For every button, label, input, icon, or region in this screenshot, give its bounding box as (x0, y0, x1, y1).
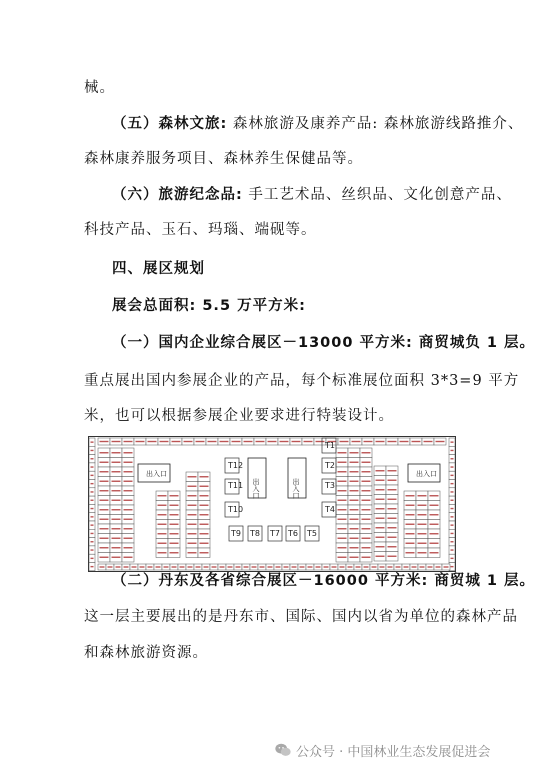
booth-number-mark (252, 566, 257, 567)
booth-number-mark (451, 524, 454, 525)
booth-number-mark (451, 533, 454, 534)
booth-number-mark (188, 566, 193, 567)
paragraph-line: 械。 (84, 80, 115, 96)
booth-number-mark (91, 541, 94, 542)
booth-number-mark (220, 566, 225, 567)
booth-number-mark (451, 475, 454, 476)
booth-number-mark (112, 500, 121, 501)
booth-number-mark (430, 514, 439, 515)
booth-number-mark (424, 441, 433, 442)
booth-number-mark (338, 471, 347, 472)
booth-number-mark (100, 462, 109, 463)
booth-number-mark (300, 566, 305, 567)
watermark-text: 公众号 · 中国林业生态发展促进会 (296, 744, 491, 760)
booth-number-mark (100, 471, 109, 472)
booth-number-mark (451, 500, 454, 501)
booth-number-mark (112, 547, 121, 548)
booth-number-mark (350, 557, 359, 558)
exhibition-floor-plan (88, 436, 456, 572)
booth-number-mark (352, 441, 361, 442)
booth-number-mark (112, 528, 121, 529)
booth-number-mark (372, 566, 377, 567)
booth-number-mark (200, 514, 209, 515)
booth-number-mark (268, 441, 277, 442)
booth-number-mark (451, 491, 454, 492)
booth-number-mark (124, 441, 133, 442)
booth-number-mark (350, 462, 359, 463)
booth-number-mark (362, 538, 371, 539)
booth-number-mark (406, 543, 415, 544)
booth-number-mark (362, 557, 371, 558)
booth-number-mark (91, 533, 94, 534)
booth-number-mark (200, 495, 209, 496)
booth-number-mark (140, 566, 145, 567)
booth-number-mark (158, 514, 167, 515)
booth-number-mark (112, 538, 121, 539)
paragraph-line: 和森林旅游资源。 (84, 645, 208, 661)
booth-number-mark (451, 566, 454, 567)
booth-number-mark (91, 524, 94, 525)
booth-number-mark (380, 566, 385, 567)
booth-number-mark (388, 518, 397, 519)
booth-number-mark (338, 557, 347, 558)
paragraph-text: 森林旅游及康养产品: 森林旅游线路推介、 (227, 116, 524, 132)
booth-number-mark (112, 452, 121, 453)
booth-label: T11 (228, 481, 244, 490)
booth-number-mark (188, 552, 197, 553)
booth-number-mark (100, 452, 109, 453)
booth-number-mark (148, 566, 153, 567)
booth-number-mark (188, 524, 197, 525)
booth-number-mark (100, 528, 109, 529)
booth-number-mark (436, 441, 445, 442)
booth-number-mark (170, 543, 179, 544)
booth-number-mark (388, 537, 397, 538)
paragraph-line: 森林康养服务项目、森林养生保健品等。 (84, 151, 363, 167)
booth-label: T8 (250, 529, 260, 538)
booth-number-mark (91, 458, 94, 459)
booth-number-mark (100, 519, 109, 520)
booth-number-mark (124, 557, 133, 558)
booth-number-mark (212, 566, 217, 567)
booth-number-mark (158, 495, 167, 496)
booth-number-mark (376, 489, 385, 490)
booth-number-mark (188, 505, 197, 506)
booth-number-mark (406, 514, 415, 515)
paragraph-line: 重点展出国内参展企业的产品，每个标准展位面积 3*3=9 平方 (84, 373, 520, 389)
booth-number-mark (350, 538, 359, 539)
booth-number-mark (124, 538, 133, 539)
booth-number-mark (350, 471, 359, 472)
booth-number-mark (124, 481, 133, 482)
booth-number-mark (376, 527, 385, 528)
booth-number-mark (362, 462, 371, 463)
booth-number-mark (188, 486, 197, 487)
booth-number-mark (406, 533, 415, 534)
booth-number-mark (418, 524, 427, 525)
booth-number-mark (388, 470, 397, 471)
booth-number-mark (268, 566, 273, 567)
paragraph-line: 米，也可以根据参展企业要求进行特装设计。 (84, 408, 394, 424)
booth-number-mark (406, 495, 415, 496)
booth-number-mark (158, 524, 167, 525)
booth-number-mark (188, 543, 197, 544)
booth-number-mark (112, 519, 121, 520)
booth-label: T5 (307, 529, 317, 538)
booth-number-mark (170, 533, 179, 534)
booth-number-mark (348, 566, 353, 567)
booth-number-mark (100, 500, 109, 501)
booth-number-mark (124, 509, 133, 510)
booth-number-mark (451, 466, 454, 467)
booth-label: T9 (231, 529, 241, 538)
booth-number-mark (376, 537, 385, 538)
booth-number-mark (364, 441, 373, 442)
booth-number-mark (362, 500, 371, 501)
booth-number-mark (200, 486, 209, 487)
booth-number-mark (208, 441, 217, 442)
booth-number-mark (100, 509, 109, 510)
booth-number-mark (136, 441, 145, 442)
booth-number-mark (338, 509, 347, 510)
booth-number-mark (430, 495, 439, 496)
booth-number-mark (406, 505, 415, 506)
booth-number-mark (376, 556, 385, 557)
booth-number-mark (388, 508, 397, 509)
booth-number-mark (91, 549, 94, 550)
booth-number-mark (124, 462, 133, 463)
booth-number-mark (91, 516, 94, 517)
entrance-label: 出入口 (292, 478, 300, 499)
booth-number-mark (91, 441, 94, 442)
booth-number-mark (412, 441, 421, 442)
paragraph-forest-tourism (112, 114, 523, 134)
booth-number-mark (124, 566, 129, 567)
booth-number-mark (451, 516, 454, 517)
booth-number-mark (184, 441, 193, 442)
booth-number-mark (124, 528, 133, 529)
booth-number-mark (356, 566, 361, 567)
booth-number-mark (170, 524, 179, 525)
booth-number-mark (376, 518, 385, 519)
booth-number-mark (430, 543, 439, 544)
booth-number-mark (112, 509, 121, 510)
booth-number-mark (350, 528, 359, 529)
booth-number-mark (220, 441, 229, 442)
booth-number-mark (412, 566, 417, 567)
booth-label: T12 (228, 461, 244, 470)
booth-number-mark (156, 566, 161, 567)
booth-number-mark (388, 489, 397, 490)
booth-number-mark (388, 566, 393, 567)
booth-number-mark (100, 490, 109, 491)
booth-number-mark (124, 500, 133, 501)
booth-number-mark (164, 566, 169, 567)
booth-number-mark (430, 524, 439, 525)
booth-number-mark (244, 441, 253, 442)
booth-number-mark (350, 509, 359, 510)
booth-number-mark (116, 566, 121, 567)
booth-number-mark (418, 533, 427, 534)
booth-number-mark (396, 566, 401, 567)
booth-number-mark (338, 547, 347, 548)
booth-number-mark (316, 441, 325, 442)
booth-number-mark (362, 490, 371, 491)
booth-number-mark (404, 566, 409, 567)
booth-number-mark (91, 558, 94, 559)
booth-number-mark (112, 462, 121, 463)
booth-number-mark (112, 481, 121, 482)
booth-number-mark (200, 524, 209, 525)
booth-number-mark (158, 505, 167, 506)
booth-number-mark (418, 514, 427, 515)
booth-label: T3 (325, 481, 335, 490)
booth-number-mark (376, 480, 385, 481)
booth-number-mark (451, 458, 454, 459)
booth-number-mark (362, 519, 371, 520)
booth-number-mark (430, 552, 439, 553)
booth-number-mark (362, 509, 371, 510)
booth-number-mark (280, 441, 289, 442)
booth-number-mark (124, 452, 133, 453)
booth-number-mark (158, 533, 167, 534)
booth-number-mark (418, 552, 427, 553)
booth-number-mark (308, 566, 313, 567)
booth-label: T7 (270, 529, 280, 538)
booth-number-mark (292, 566, 297, 567)
booth-number-mark (148, 441, 157, 442)
booth-number-mark (338, 462, 347, 463)
booth-number-mark (91, 466, 94, 467)
booth-number-mark (388, 441, 397, 442)
booth-number-mark (100, 557, 109, 558)
booth-number-mark (196, 441, 205, 442)
booth-number-mark (232, 441, 241, 442)
booth-number-mark (350, 452, 359, 453)
booth-number-mark (304, 441, 313, 442)
booth-number-mark (124, 519, 133, 520)
booth-number-mark (108, 566, 113, 567)
booth-number-mark (91, 566, 94, 567)
booth-number-mark (350, 481, 359, 482)
booth-number-mark (124, 471, 133, 472)
booth-number-mark (91, 483, 94, 484)
booth-number-mark (112, 471, 121, 472)
booth-number-mark (436, 566, 441, 567)
booth-number-mark (196, 566, 201, 567)
booth-number-mark (158, 552, 167, 553)
booth-number-mark (91, 491, 94, 492)
booth-number-mark (204, 566, 209, 567)
booth-number-mark (362, 528, 371, 529)
booth-number-mark (430, 533, 439, 534)
booth-number-mark (292, 441, 301, 442)
booth-number-mark (200, 533, 209, 534)
booth-number-mark (200, 505, 209, 506)
booth-number-mark (200, 476, 209, 477)
booth-number-mark (418, 543, 427, 544)
booth-number-mark (112, 490, 121, 491)
booth-number-mark (362, 547, 371, 548)
booth-number-mark (388, 527, 397, 528)
booth-number-mark (244, 566, 249, 567)
booth-number-mark (91, 500, 94, 501)
booth-number-mark (188, 476, 197, 477)
booth-number-mark (362, 471, 371, 472)
booth-number-mark (316, 566, 321, 567)
booth-number-mark (228, 566, 233, 567)
booth-number-mark (451, 483, 454, 484)
booth-number-mark (340, 566, 345, 567)
paragraph-souvenirs (112, 185, 512, 205)
booth-number-mark (160, 441, 169, 442)
booth-number-mark (284, 566, 289, 567)
booth-number-mark (338, 538, 347, 539)
booth-number-mark (350, 519, 359, 520)
booth-number-mark (100, 481, 109, 482)
booth-number-mark (170, 514, 179, 515)
zone2-heading: （二）丹东及各省综合展区－16000 平方米: 商贸城 1 层。 (112, 573, 536, 589)
booth-number-mark (350, 490, 359, 491)
entrance-label: 出入口 (146, 470, 167, 478)
booth-number-mark (170, 552, 179, 553)
booth-number-mark (100, 538, 109, 539)
booth-number-mark (420, 566, 425, 567)
booth-number-mark (350, 547, 359, 548)
paragraph-line: 科技产品、玉石、玛瑙、端砚等。 (84, 222, 317, 238)
booth-label: T4 (325, 505, 335, 514)
booth-number-mark (124, 490, 133, 491)
booth-number-mark (364, 566, 369, 567)
booth-number-mark (236, 566, 241, 567)
booth-number-mark (451, 508, 454, 509)
booth-number-mark (276, 566, 281, 567)
booth-number-mark (260, 566, 265, 567)
paragraph-text: 手工艺术品、丝织品、文化创意产品、 (242, 187, 512, 203)
booth-number-mark (188, 514, 197, 515)
booth-number-mark (406, 552, 415, 553)
booth-number-mark (406, 524, 415, 525)
booth-number-mark (340, 441, 349, 442)
booth-number-mark (388, 556, 397, 557)
heading-souvenirs: （六）旅游纪念品: (112, 187, 243, 203)
booth-number-mark (388, 480, 397, 481)
booth-number-mark (338, 528, 347, 529)
booth-number-mark (100, 566, 105, 567)
booth-number-mark (376, 508, 385, 509)
total-area: 展会总面积: 5.5 万平方米: (112, 298, 306, 314)
booth-number-mark (172, 441, 181, 442)
booth-number-mark (338, 500, 347, 501)
booth-number-mark (338, 490, 347, 491)
booth-label: T6 (288, 529, 298, 538)
watermark (274, 740, 490, 760)
booth-number-mark (188, 533, 197, 534)
booth-number-mark (200, 543, 209, 544)
zone1-heading: （一）国内企业综合展区－13000 平方米: 商贸城负 1 层。 (112, 335, 536, 351)
booth-label: T1 (325, 441, 335, 450)
booth-number-mark (132, 566, 137, 567)
booth-number-mark (158, 543, 167, 544)
booth-number-mark (376, 470, 385, 471)
booth-number-mark (451, 450, 454, 451)
booth-number-mark (170, 505, 179, 506)
booth-number-mark (418, 505, 427, 506)
section-heading: 四、展区规划 (112, 261, 205, 277)
booth-number-mark (444, 566, 449, 567)
booth-number-mark (338, 481, 347, 482)
booth-label: T10 (228, 505, 244, 514)
booth-number-mark (180, 566, 185, 567)
booth-number-mark (388, 546, 397, 547)
booth-number-mark (91, 450, 94, 451)
booth-number-mark (400, 441, 409, 442)
booth-number-mark (362, 452, 371, 453)
booth-number-mark (428, 566, 433, 567)
booth-number-mark (188, 495, 197, 496)
booth-number-mark (376, 499, 385, 500)
entrance-label: 出入口 (416, 470, 437, 478)
booth-number-mark (362, 481, 371, 482)
wechat-icon (274, 741, 292, 759)
booth-number-mark (350, 500, 359, 501)
booth-number-mark (112, 557, 121, 558)
booth-number-mark (338, 452, 347, 453)
booth-number-mark (376, 441, 385, 442)
booth-number-mark (376, 546, 385, 547)
booth-number-mark (112, 441, 121, 442)
booth-number-mark (451, 549, 454, 550)
booth-number-mark (256, 441, 265, 442)
booth-number-mark (200, 552, 209, 553)
booth-number-mark (451, 541, 454, 542)
booth-number-mark (172, 566, 177, 567)
booth-number-mark (332, 566, 337, 567)
booth-number-mark (100, 441, 109, 442)
paragraph-line: 这一层主要展出的是丹东市、国际、国内以省为单位的森林产品 (84, 609, 518, 625)
booth-number-mark (418, 495, 427, 496)
entrance-label: 出入口 (252, 478, 260, 499)
booth-number-mark (324, 566, 329, 567)
booth-number-mark (451, 558, 454, 559)
booth-number-mark (100, 547, 109, 548)
booth-number-mark (91, 475, 94, 476)
booth-number-mark (91, 508, 94, 509)
booth-number-mark (338, 519, 347, 520)
booth-number-mark (170, 495, 179, 496)
heading-forest-tourism: （五）森林文旅: (112, 116, 228, 132)
booth-number-mark (124, 547, 133, 548)
booth-number-mark (388, 499, 397, 500)
booth-number-mark (430, 505, 439, 506)
booth-label: T2 (325, 461, 335, 470)
booth-number-mark (451, 441, 454, 442)
